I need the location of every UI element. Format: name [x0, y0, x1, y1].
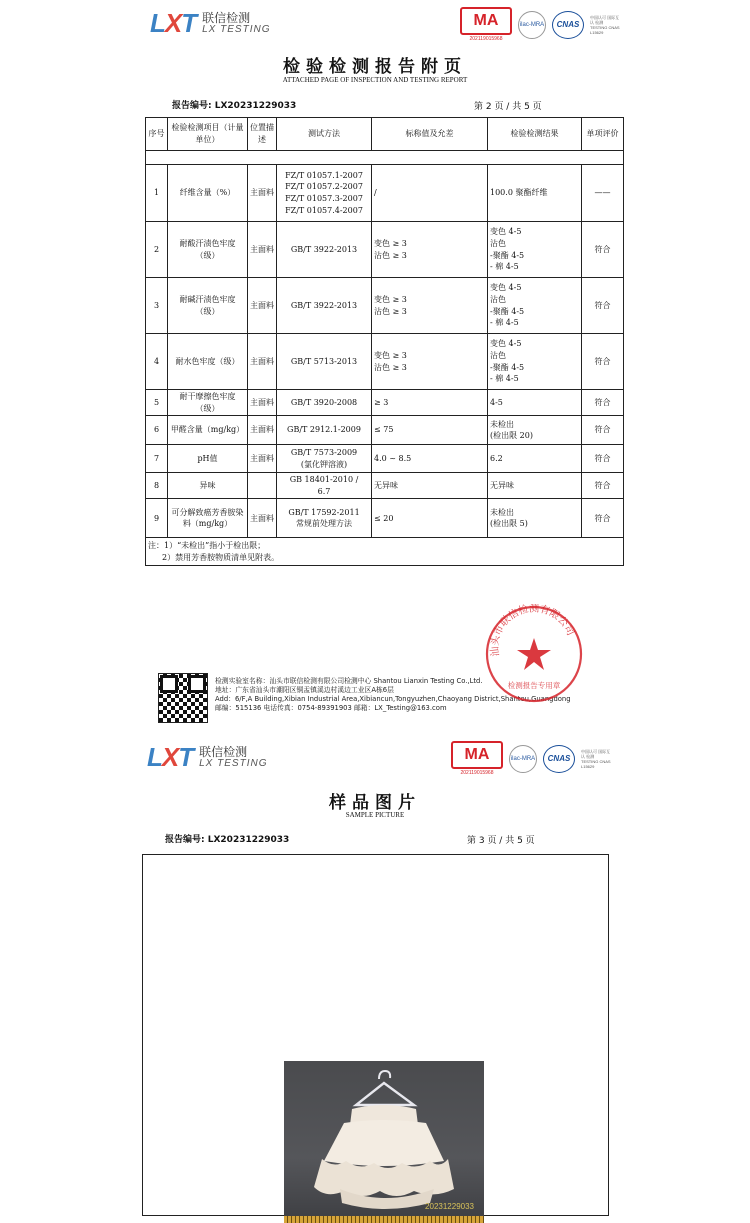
cell-method: GB/T 5713-2013: [277, 334, 372, 390]
cnas-logo: CNAS: [543, 745, 575, 773]
contact-info: 邮编：515136 电话传真：0754-89391903 邮箱：LX_Testing@163.com: [215, 703, 447, 712]
cell-result: 6.2: [488, 445, 582, 473]
cell-no: 5: [146, 390, 168, 416]
cell-pos: 主面料: [248, 278, 277, 334]
cell-std: 4.0 ~ 8.5: [372, 445, 488, 473]
cell-std: 变色 ≥ 3 沾色 ≥ 3: [372, 222, 488, 278]
cell-std: /: [372, 165, 488, 222]
cell-pos: 主面料: [248, 445, 277, 473]
cell-eval: 符合: [582, 416, 624, 445]
cell-result: 4-5: [488, 390, 582, 416]
cell-eval: 符合: [582, 499, 624, 538]
cma-logo: MA 202119015968: [451, 741, 503, 776]
notes-row: [146, 538, 624, 566]
cell-eval: ——: [582, 165, 624, 222]
cell-std: ≥ 3: [372, 390, 488, 416]
cell-pos: [248, 473, 277, 499]
cell-result: 未检出 (检出限 5): [488, 499, 582, 538]
qr-code: [158, 673, 208, 723]
cell-item: 可分解致癌芳香胺染料（mg/kg）: [168, 499, 248, 538]
company-logo-p3: LXT 联信检测 LX TESTING: [147, 742, 268, 772]
cell-eval: 符合: [582, 445, 624, 473]
address-cn: 地址：广东省汕头市潮阳区铜盂镇溪边村溪边工业区A栋6层: [215, 685, 394, 694]
svg-text:汕头市联信检测有限公司: 汕头市联信检测有限公司: [489, 604, 576, 657]
report-number: 报告编号: LX20231229033: [172, 101, 297, 111]
company-seal: [484, 604, 584, 704]
cell-result: 100.0 聚酯纤维: [488, 165, 582, 222]
cell-result: 未检出 (检出限 20): [488, 416, 582, 445]
brand-name-en: LX TESTING: [202, 23, 271, 35]
cell-method: GB/T 7573-2009 (氯化钾溶液): [277, 445, 372, 473]
table-row: [146, 416, 624, 445]
sample-picture-subtitle: SAMPLE PICTURE: [345, 811, 405, 819]
cell-result: 变色 4-5 沾色 -聚酯 4-5 - 棉 4-5: [488, 334, 582, 390]
cell-pos: 主面料: [248, 416, 277, 445]
lab-name: 检测实验室名称：汕头市联信检测有限公司检测中心 Shantou Lianxin Testing Co.,Ltd.: [215, 677, 483, 685]
col-header: 单项评价: [582, 118, 624, 151]
sample-photo: [284, 1061, 484, 1223]
cell-method: GB/T 3922-2013: [277, 278, 372, 334]
cell-no: 8: [146, 473, 168, 499]
cell-no: 9: [146, 499, 168, 538]
table-row: [146, 499, 624, 538]
cell-std: ≤ 20: [372, 499, 488, 538]
cnas-logo: CNAS: [552, 11, 584, 39]
cell-result: 变色 4-5 沾色 -聚酯 4-5 - 棉 4-5: [488, 278, 582, 334]
col-header: 位置描述: [248, 118, 277, 151]
cell-eval: 符合: [582, 334, 624, 390]
company-logo: [150, 8, 270, 39]
cell-method: GB/T 17592-2011 常规前处理方法: [277, 499, 372, 538]
table-row: [146, 445, 624, 473]
cell-pos: 主面料: [248, 390, 277, 416]
cnas-note: 中国认可 国际互认 检测 TESTING CNAS L15629: [581, 748, 611, 769]
cell-method: FZ/T 01057.1-2007 FZ/T 01057.2-2007 FZ/T 01057.3-2007 FZ/T 01057.4-2007: [277, 165, 372, 222]
sample-picture-title: 样品图片: [329, 793, 421, 813]
page-number: 第 2 页 / 共 5 页: [474, 102, 542, 112]
ilac-mra-logo: ilac-MRA: [509, 745, 537, 773]
table-header-row: [146, 118, 624, 151]
certification-logos: [460, 7, 620, 42]
cell-std: 变色 ≥ 3 沾色 ≥ 3: [372, 278, 488, 334]
photo-sample-label: 20231229033: [425, 1202, 474, 1211]
cell-method: GB/T 3920-2008: [277, 390, 372, 416]
cell-result: 无异味: [488, 473, 582, 499]
ilac-mra-logo: ilac-MRA: [518, 11, 546, 39]
cell-pos: 主面料: [248, 165, 277, 222]
lx-logo-mark: LXT: [147, 742, 194, 772]
col-header: 标称值及允差: [372, 118, 488, 151]
note-2: 2）禁用芳香胺物质清单见附表。: [162, 552, 280, 562]
brand-name-cn: 联信检测: [202, 10, 251, 25]
col-header: 检验检测项目（计量单位）: [168, 118, 248, 151]
cell-item: 甲醛含量（mg/kg）: [168, 416, 248, 445]
table-row: [146, 222, 624, 278]
cell-item: 耐碱汗渍色牢度（级）: [168, 278, 248, 334]
col-header: 序号: [146, 118, 168, 151]
cell-no: 1: [146, 165, 168, 222]
page-title: 检验检测报告附页: [283, 57, 467, 77]
cell-pos: 主面料: [248, 334, 277, 390]
cell-eval: 符合: [582, 473, 624, 499]
col-header: 检验检测结果: [488, 118, 582, 151]
cell-no: 6: [146, 416, 168, 445]
cell-item: 耐干摩擦色牢度（级）: [168, 390, 248, 416]
cell-eval: 符合: [582, 390, 624, 416]
cell-item: 耐酸汗渍色牢度（级）: [168, 222, 248, 278]
report-number-p3: 报告编号: LX20231229033: [165, 835, 290, 845]
table-row: [146, 278, 624, 334]
cell-result: 变色 4-5 沾色 -聚酯 4-5 - 棉 4-5: [488, 222, 582, 278]
cell-eval: 符合: [582, 222, 624, 278]
cell-no: 7: [146, 445, 168, 473]
cell-item: 纤维含量（%）: [168, 165, 248, 222]
table-row: [146, 390, 624, 416]
skirt-illustration: [284, 1061, 484, 1223]
cma-logo: MA 202119015968: [460, 7, 512, 42]
cell-std: 变色 ≥ 3 沾色 ≥ 3: [372, 334, 488, 390]
cell-method: GB/T 3922-2013: [277, 222, 372, 278]
results-table: [145, 117, 624, 566]
cell-no: 4: [146, 334, 168, 390]
note-1: 注：1）“未检出”指小于检出限；: [148, 541, 266, 551]
cnas-note: 中国认可 国际互认 检测 TESTING CNAS L15629: [590, 14, 620, 35]
cell-pos: 主面料: [248, 499, 277, 538]
table-row: [146, 165, 624, 222]
cell-std: ≤ 75: [372, 416, 488, 445]
page-number-p3: 第 3 页 / 共 5 页: [467, 836, 535, 846]
cell-pos: 主面料: [248, 222, 277, 278]
cell-no: 2: [146, 222, 168, 278]
col-header: 测试方法: [277, 118, 372, 151]
cell-no: 3: [146, 278, 168, 334]
table-row: [146, 334, 624, 390]
lx-logo-mark: LXT: [150, 8, 197, 38]
cell-method: GB/T 2912.1-2009: [277, 416, 372, 445]
cell-item: 耐水色牢度（级）: [168, 334, 248, 390]
cell-std: 无异味: [372, 473, 488, 499]
photo-ruler: [284, 1216, 484, 1223]
address-en: Add：6/F,A Building,Xibian Industrial Area,Xibiancun,Tongyuzhen,Chaoyang District,Shantou,Guangdong: [215, 694, 571, 703]
cell-item: 异味: [168, 473, 248, 499]
cell-method: GB 18401-2010 / 6.7: [277, 473, 372, 499]
certification-logos-p3: [451, 741, 611, 776]
spacer-row: [146, 151, 624, 165]
cell-eval: 符合: [582, 278, 624, 334]
table-row: [146, 473, 624, 499]
page-subtitle: ATTACHED PAGE OF INSPECTION AND TESTING REPORT: [282, 76, 468, 84]
cell-item: pH值: [168, 445, 248, 473]
svg-text:检测报告专用章: 检测报告专用章: [507, 681, 561, 690]
